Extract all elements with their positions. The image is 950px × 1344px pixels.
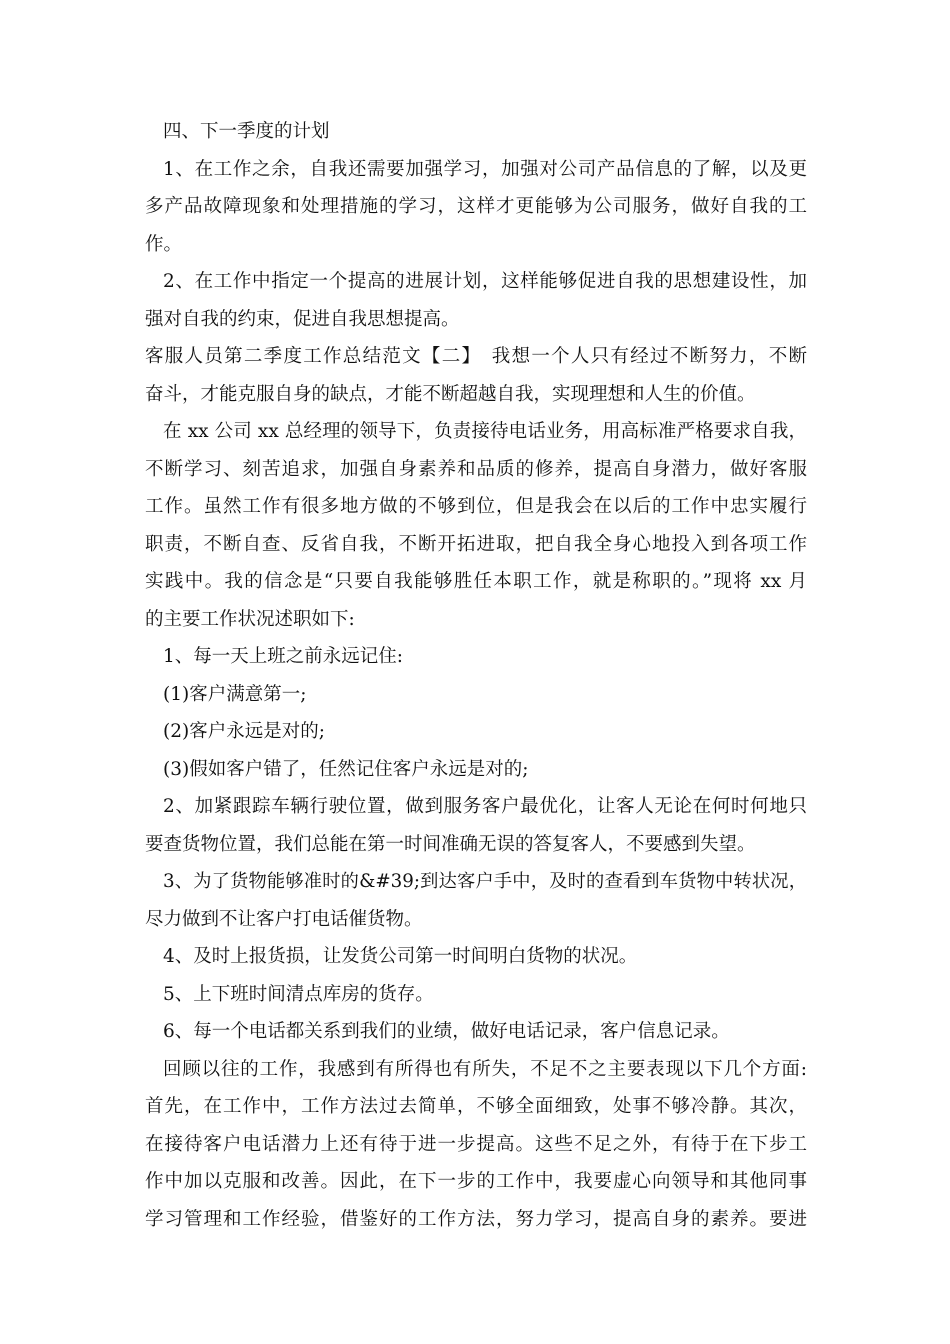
document-page xyxy=(145,113,807,1238)
paragraph-line: 学习管理和工作经验，借鉴好的工作方法，努力学习，提高自身的素养。要进 xyxy=(145,1208,807,1230)
paragraph-line: 回顾以往的工作，我感到有所得也有所失，不足不之主要表现以下几个方面: xyxy=(163,1058,807,1080)
paragraph-line: 奋斗，才能克服自身的缺点，才能不断超越自我，实现理想和人生的价值。 xyxy=(145,383,756,405)
duty-item-6: 6、每一个电话都关系到我们的业绩，做好电话记录，客户信息记录。 xyxy=(163,1021,730,1042)
duty-item-3 xyxy=(145,863,807,938)
article-title-paragraph xyxy=(145,338,807,413)
paragraph-line: 2、加紧跟踪车辆行驶位置，做到服务客户最优化，让客人无论在何时何地只 xyxy=(163,796,807,817)
paragraph-line: 在 xx 公司 xx 总经理的领导下，负责接待电话业务，用高标准严格要求自我， xyxy=(163,421,807,442)
paragraph-line: 2、在工作中指定一个提高的进展计划，这样能够促进自我的思想建设性，加 xyxy=(163,271,807,292)
paragraph-line: 尽力做到不让客户打电话催货物。 xyxy=(145,908,423,930)
plan-item-2 xyxy=(145,263,807,338)
paragraph-line: 3、为了货物能够准时的&#39;到达客户手中，及时的查看到车货物中转状况， xyxy=(163,871,807,892)
paragraph-line: 强对自我的约束，促进自我思想提高。 xyxy=(145,308,460,330)
paragraph-line: 要查货物位置，我们总能在第一时间准确无误的答复客人，不要感到失望。 xyxy=(145,833,756,855)
paragraph-line: 不断学习、刻苦追求，加强自身素养和品质的修养，提高自身潜力，做好客服 xyxy=(145,458,807,480)
intro-paragraph xyxy=(145,413,807,638)
duty-subitem-1: (1)客户满意第一; xyxy=(163,683,307,705)
paragraph-line: 多产品故障现象和处理措施的学习，这样才更能够为公司服务，做好自我的工 xyxy=(145,196,807,217)
article-title-line: 客服人员第二季度工作总结范文【二】 我想一个人只有经过不断努力，不断 xyxy=(145,346,807,367)
paragraph-line: 作。 xyxy=(145,233,183,255)
duty-item-2 xyxy=(145,788,807,863)
duty-item-4: 4、及时上报货损，让发货公司第一时间明白货物的状况。 xyxy=(163,946,638,967)
paragraph-line: 职责，不断自查、反省自我，不断开拓进取，把自我全身心地投入到各项工作 xyxy=(145,533,807,555)
duty-subitem-3: (3)假如客户错了，任然记住客户永远是对的; xyxy=(163,758,529,780)
duty-subitem-2: (2)客户永远是对的; xyxy=(163,721,325,742)
paragraph-line: 实践中。我的信念是“只要自我能够胜任本职工作，就是称职的。”现将 xx 月 xyxy=(145,571,807,592)
paragraph-line: 工作。虽然工作有很多地方做的不够到位，但是我会在以后的工作中忠实履行 xyxy=(145,496,807,517)
paragraph-line: 作中加以克服和改善。因此，在下一步的工作中，我要虚心向领导和其他同事 xyxy=(145,1171,807,1192)
review-paragraph xyxy=(145,1051,807,1239)
paragraph-line: 在接待客户电话潜力上还有待于进一步提高。这些不足之外，有待于在下步工 xyxy=(145,1133,807,1155)
paragraph-line: 的主要工作状况述职如下: xyxy=(145,608,355,630)
paragraph-line: 首先，在工作中，工作方法过去简单，不够全面细致，处事不够冷静。其次， xyxy=(145,1096,807,1117)
duty-item-1: 1、每一天上班之前永远记住: xyxy=(163,646,404,667)
paragraph-line: 1、在工作之余，自我还需要加强学习，加强对公司产品信息的了解，以及更 xyxy=(163,158,807,180)
duty-item-5: 5、上下班时间清点库房的货存。 xyxy=(163,983,434,1005)
section-heading: 四、下一季度的计划 xyxy=(163,121,330,142)
plan-item-1 xyxy=(145,151,807,264)
